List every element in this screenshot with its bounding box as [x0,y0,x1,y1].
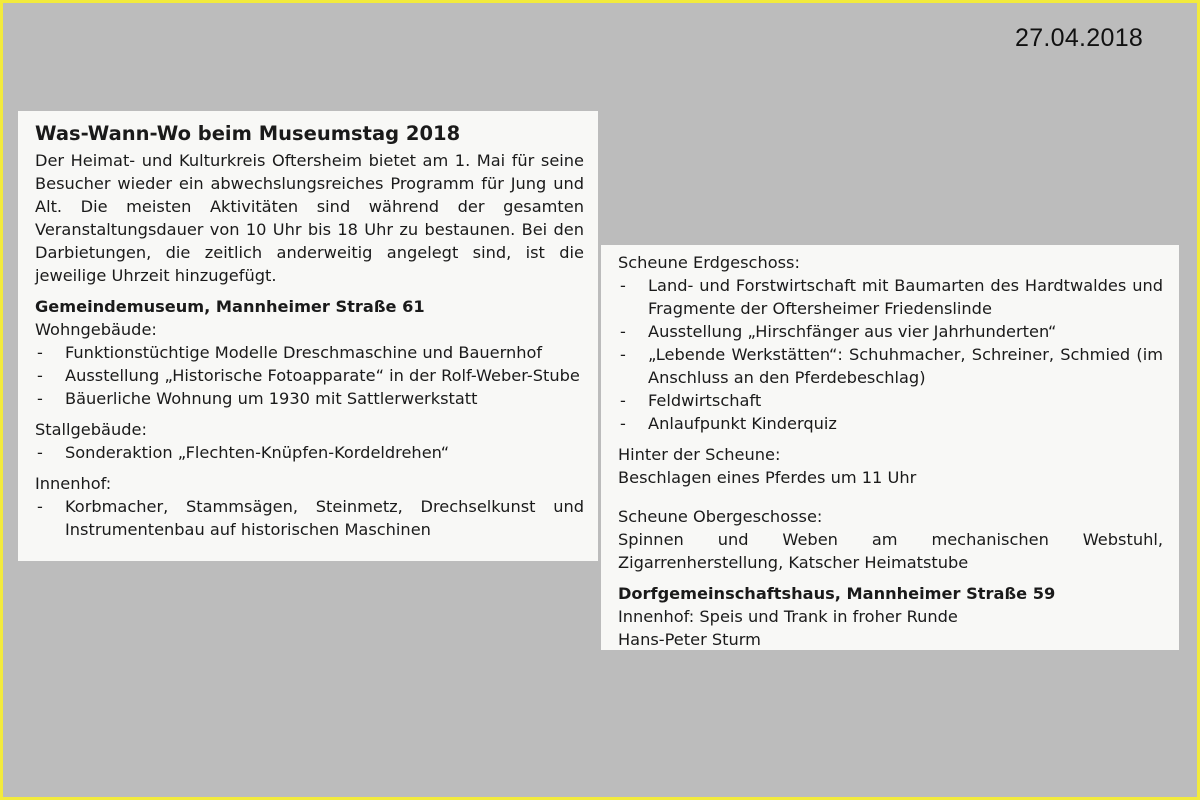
innenhof-list [35,495,584,541]
scheune-og-label: Scheune Obergeschosse: [618,507,823,526]
date-stamp: 27.04.2018 [1015,24,1144,52]
wohngebaeude-list [35,341,584,410]
dgh-text: Innenhof: Speis und Trank in froher Runde [618,607,958,626]
article-intro: Der Heimat- und Kulturkreis Oftersheim bietet am 1. Mai für seine Besucher wieder ein abwechslungsreiches Programm für Jung und Alt. Die meisten Aktivitäten sind während der gesamten Veranstaltungsdauer von 10 Uhr bis 18 Uhr zu bestaunen. Bei den Darbietungen, die zeitlich anderweitig angelegt sind, ist die jeweilige Uhrzeit hinzugefügt. [35,151,584,285]
scheune-og-text: Spinnen und Weben am mechanischen Webstuhl, Zigarrenherstellung, Katscher Heimatstube [618,530,1163,572]
wohngebaeude-label: Wohngebäude: [35,320,157,339]
newspaper-clipping-left [18,111,598,561]
list-item: - „Lebende Werkstätten“: Schuhmacher, Schreiner, Schmied (im Anschluss an den Pferdebeschlag) [618,343,1163,389]
dgh-heading: Dorfgemeinschaftshaus, Mannheimer Straße 59 [618,584,1056,603]
hinter-scheune-text: Beschlagen eines Pferdes um 11 Uhr [618,468,917,487]
list-item: - Anlaufpunkt Kinderquiz [618,412,1163,435]
list-item: - Feldwirtschaft [618,389,1163,412]
stallgebaeude-label: Stallgebäude: [35,420,147,439]
author-name: Hans-Peter Sturm [618,630,761,649]
list-item: - Bäuerliche Wohnung um 1930 mit Sattlerwerkstatt [35,387,584,410]
list-item: - Sonderaktion „Flechten-Knüpfen-Kordeldrehen“ [35,441,584,464]
hinter-scheune-label: Hinter der Scheune: [618,445,781,464]
scheune-eg-label: Scheune Erdgeschoss: [618,253,800,272]
stallgebaeude-list [35,441,584,464]
list-item: - Funktionstüchtige Modelle Dreschmaschine und Bauernhof [35,341,584,364]
list-item: - Land- und Forstwirtschaft mit Baumarten des Hardtwaldes und Fragmente der Oftersheimer Friedenslinde [618,274,1163,320]
museum-heading: Gemeindemuseum, Mannheimer Straße 61 [35,297,425,316]
list-item: - Ausstellung „Historische Fotoapparate“ in der Rolf-Weber-Stube [35,364,584,387]
list-item: - Korbmacher, Stammsägen, Steinmetz, Drechselkunst und Instrumentenbau auf historischen Maschinen [35,495,584,541]
newspaper-clipping-right [601,245,1179,650]
innenhof-label: Innenhof: [35,474,112,493]
scheune-eg-list [618,274,1163,435]
list-item: - Ausstellung „Hirschfänger aus vier Jahrhunderten“ [618,320,1163,343]
article-title: Was-Wann-Wo beim Museumstag 2018 [35,122,461,145]
